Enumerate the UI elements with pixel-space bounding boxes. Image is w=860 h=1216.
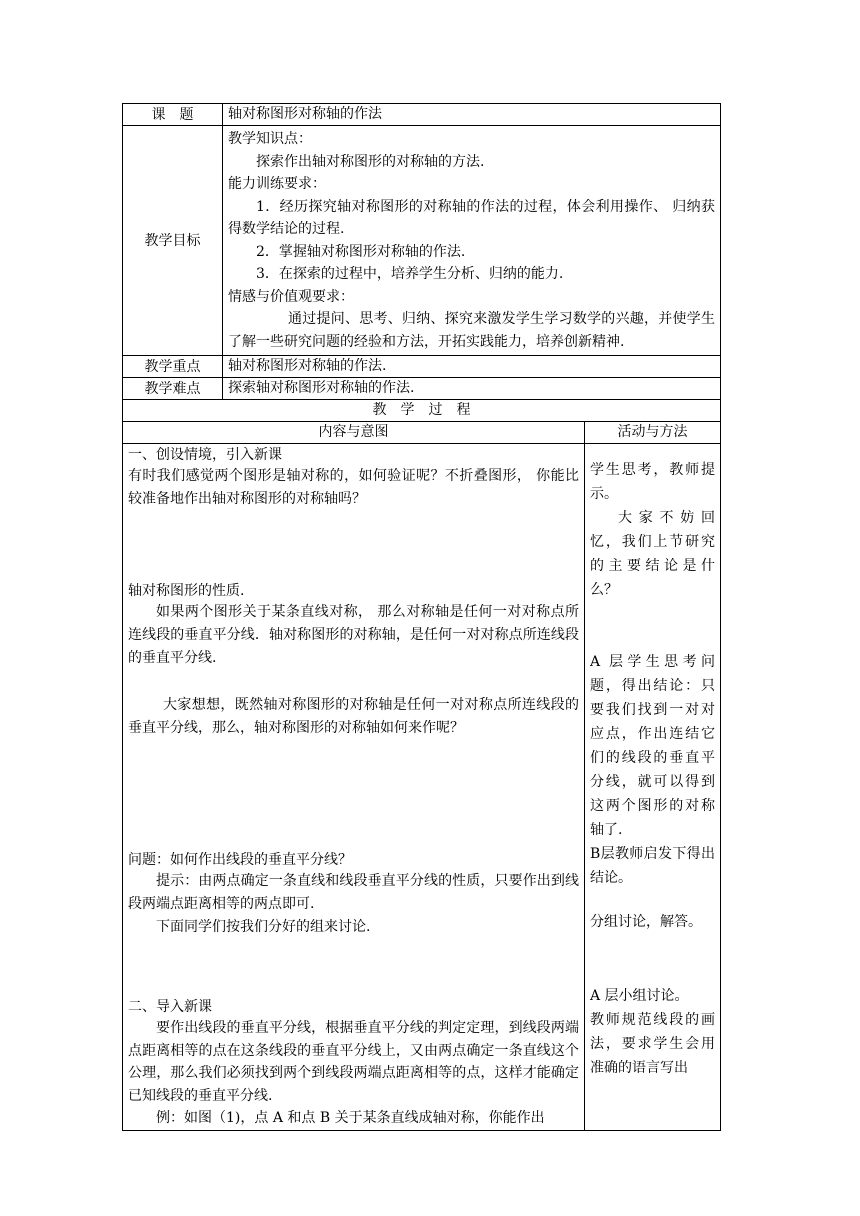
method-note: B层教师启发下得出结论。 (590, 846, 715, 886)
method-note: 分组讨论，解答。 (590, 914, 702, 930)
method-cell (585, 444, 721, 1131)
lesson-plan-table (122, 103, 721, 1131)
content-cell (123, 444, 585, 1131)
topic-row (123, 104, 721, 126)
method-note: A 层学生思考问题，得出结论：只要我们找到一对对应点，作出连结它们的线段的垂直平分线，就可以得到这两个图形的对称轴了. (590, 654, 715, 838)
goal-line: 探索作出轴对称图形的对称轴的方法. (256, 153, 485, 170)
goals-content (223, 126, 721, 356)
difficulty-label: 教学难点 (123, 378, 223, 400)
goal-line: 通过提问、思考、归纳、探究来激发学生学习数学的兴趣，并使学生了解一些研究问题的经验和方法，开拓实践能力，培养创新精神. (228, 311, 715, 350)
content-paragraph: 有时我们感觉两个图形是轴对称的，如何验证呢？不折叠图形， 你能比较准备地作出轴对称图形的对称轴吗？ (128, 468, 579, 507)
method-note: 学生思考，教师提示。 (590, 462, 715, 502)
difficulty-value: 探索轴对称图形对称轴的作法. (223, 378, 721, 400)
method-note: 教师规范线段的画法，要求学生会用准确的语言写出 (590, 1012, 715, 1076)
key-point-row (123, 356, 721, 378)
process-title-row (123, 400, 721, 422)
goal-line: 能力训练要求： (228, 176, 326, 192)
process-body-row (123, 444, 721, 1131)
content-paragraph: 提示：由两点确定一条直线和线段垂直平分线的性质，只要作出到线段两端点距离相等的两点即可. (128, 873, 579, 912)
content-paragraph: 问题：如何作出线段的垂直平分线？ (128, 852, 352, 868)
content-paragraph: 如果两个图形关于某条直线对称， 那么对称轴是任何一对对称点所连线段的垂直平分线．轴对称图形的对称轴，是任何一对对称点所连线段的垂直平分线. (128, 604, 579, 666)
col-content-header: 内容与意图 (123, 422, 585, 444)
key-point-label: 教学重点 (123, 356, 223, 378)
content-paragraph: 要作出线段的垂直平分线，根据垂直平分线的判定定理，到线段两端点距离相等的点在这条线段的垂直平分线上，又由两点确定一条直线这个公理，那么我们必须找到两个到线段两端点距离相等的点，这样才能确定已知线段的垂直平分线. (128, 1020, 579, 1104)
content-paragraph: 例：如图（1)，点 A 和点 B 关于某条直线成轴对称，你能作出 (156, 1110, 545, 1126)
content-paragraph: 轴对称图形的性质. (128, 583, 245, 599)
goal-line: 情感与价值观要求： (228, 288, 354, 305)
method-note: 大家不妨回忆，我们上节研究的主要结论是什么？ (590, 510, 715, 598)
goal-line: 教学知识点： (228, 131, 312, 147)
content-paragraph: 下面同学们按我们分好的组来讨论. (156, 919, 371, 935)
col-method-header: 活动与方法 (585, 422, 721, 444)
goals-row (123, 126, 721, 356)
section-2-title: 二、导入新课 (128, 999, 212, 1015)
key-point-value: 轴对称图形对称轴的作法. (223, 356, 721, 378)
goals-label: 教学目标 (123, 126, 223, 356)
goal-line: 3．在探索的过程中，培养学生分析、归纳的能力. (256, 266, 564, 282)
process-header-row (123, 422, 721, 444)
lesson-plan-page (122, 103, 720, 1131)
topic-value: 轴对称图形对称轴的作法 (223, 104, 721, 126)
goal-line: 1．经历探究轴对称图形的对称轴的作法的过程，体会利用操作、 归纳获得数学结论的过程. (228, 198, 715, 237)
method-note: A 层小组讨论。 (590, 988, 689, 1004)
goal-line: 2．掌握轴对称图形对称轴的作法. (256, 243, 466, 260)
process-title: 教 学 过 程 (123, 400, 721, 422)
difficulty-row (123, 378, 721, 400)
section-1-title: 一、创设情境，引入新课 (128, 447, 282, 463)
content-paragraph: 大家想想，既然轴对称图形的对称轴是任何一对对称点所连线段的垂直平分线，那么，轴对称图形的对称轴如何来作呢？ (128, 697, 579, 736)
topic-label: 课 题 (123, 104, 223, 126)
